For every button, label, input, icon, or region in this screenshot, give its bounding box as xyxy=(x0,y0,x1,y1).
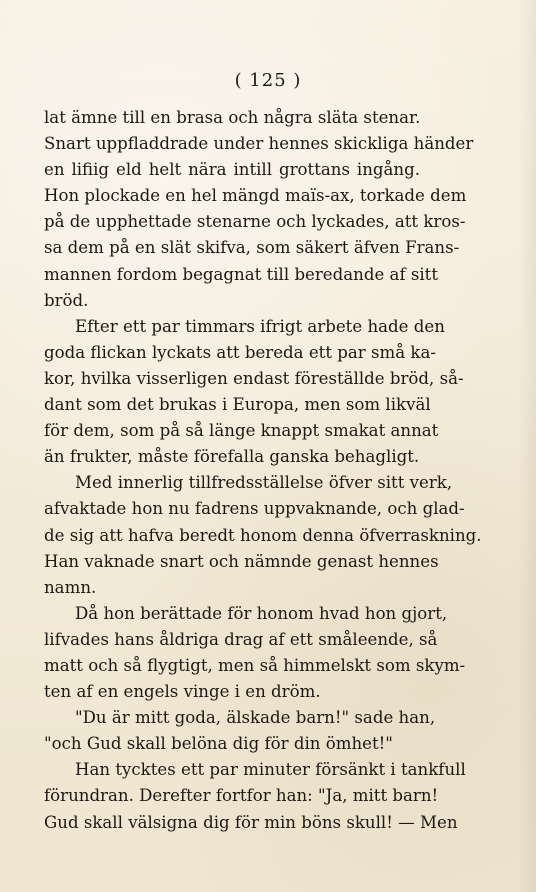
text-line: goda flickan lyckats att bereda ett par små ka- xyxy=(44,342,436,362)
text-line: namn. xyxy=(44,577,97,597)
text-line: kor, hvilka visserligen endast föreställde bröd, så- xyxy=(44,368,464,388)
page-number: ( 125 ) xyxy=(234,70,302,91)
text-line: än frukter, måste förefalla ganska behagligt. xyxy=(44,447,420,467)
text-line: "och Gud skall belöna dig för din ömhet!" xyxy=(44,734,393,754)
text-line: lifvades hans åldriga drag af ett småleende, så xyxy=(44,629,438,649)
text-line: ten af en engels vinge i en dröm. xyxy=(44,682,321,702)
text-line: "Du är mitt goda, älskade barn!" sade han, xyxy=(75,708,436,728)
text-line: de sig att hafva beredt honom denna öfverraskning. xyxy=(44,525,482,545)
text-line: Gud skall välsigna dig för min böns skull! — Men xyxy=(44,812,458,832)
text-line: Han vaknade snart och nämnde genast hennes xyxy=(44,551,439,571)
text-line: matt och så flygtigt, men så himmelskt som skym- xyxy=(44,655,466,675)
text-line: Hon plockade en hel mängd maïs-ax, torkade dem xyxy=(44,186,467,206)
text-line: mannen fordom begagnat till beredande af sitt xyxy=(44,264,439,284)
text-line: Snart uppfladdrade under hennes skickliga händer xyxy=(44,134,474,154)
text-line: Han tycktes ett par minuter försänkt i tankfull xyxy=(75,760,466,780)
text-line: bröd. xyxy=(44,290,89,310)
text-line: Med innerlig tillfredsställelse öfver sitt verk, xyxy=(75,473,453,493)
text-line: dant som det brukas i Europa, men som likväl xyxy=(44,395,431,415)
body-text xyxy=(44,105,482,836)
text-line: på de upphettade stenarne och lyckades, att kros- xyxy=(44,212,466,232)
text-line: sa dem på en slät skifva, som säkert äfven Frans- xyxy=(44,238,460,258)
text-line: lat ämne till en brasa och några släta stenar. xyxy=(44,108,421,127)
text-line: Efter ett par timmars ifrigt arbete hade den xyxy=(75,316,445,336)
text-line: Då hon berättade för honom hvad hon gjort, xyxy=(75,603,448,623)
page-edge-shadow xyxy=(518,0,536,892)
text-line: förundran. Derefter fortfor han: "Ja, mitt barn! xyxy=(44,786,439,806)
text-line: afvaktade hon nu fadrens uppvaknande, och glad- xyxy=(44,499,465,519)
text-line: en lifiig eld helt nära intill grottans ingång. xyxy=(44,160,420,180)
text-line: för dem, som på så länge knappt smakat annat xyxy=(44,421,439,441)
